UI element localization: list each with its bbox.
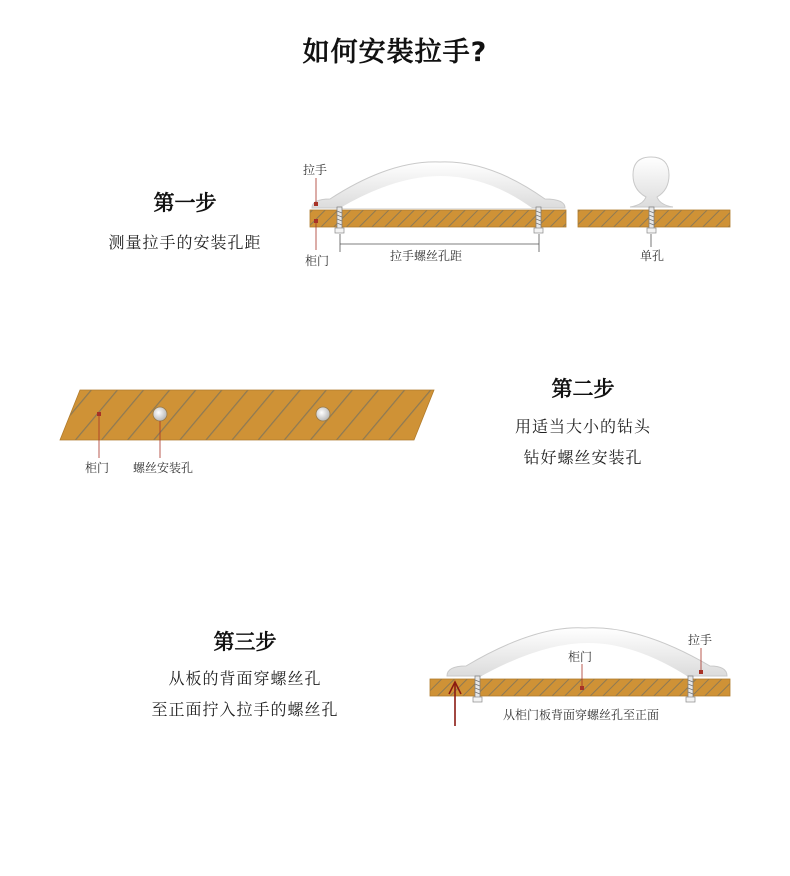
step-1-handle-diagram bbox=[310, 162, 566, 252]
step-3-desc-line-1: 从板的背面穿螺丝孔 bbox=[168, 669, 322, 688]
step-1-board bbox=[310, 210, 566, 227]
page-title: 如何安裝拉手? bbox=[302, 37, 488, 68]
step-2-board-diagram bbox=[60, 390, 434, 458]
step-2-title: 第二步 bbox=[551, 377, 615, 401]
step-1-knob-diagram bbox=[578, 157, 730, 247]
step-1-desc-line-1: 测量拉手的安装孔距 bbox=[108, 233, 262, 252]
step-2-desc-line-2: 钻好螺丝安装孔 bbox=[523, 448, 643, 467]
screw-hole-icon bbox=[153, 407, 167, 421]
step-1-title: 第一步 bbox=[153, 191, 217, 215]
door-marker bbox=[97, 412, 101, 416]
step-2-board bbox=[60, 390, 434, 440]
step-1-label-handle: 拉手 bbox=[303, 163, 328, 177]
screw-hole-icon bbox=[316, 407, 330, 421]
step-2-label-screw-hole: 螺丝安装孔 bbox=[133, 461, 194, 475]
step-3-desc-line-2: 至正面拧入拉手的螺丝孔 bbox=[151, 700, 339, 719]
step-3-caption: 从柜门板背面穿螺丝孔至正面 bbox=[503, 708, 660, 722]
step-3-title: 第三步 bbox=[213, 630, 277, 654]
step-1-label-door: 柜门 bbox=[305, 254, 330, 268]
step-1-label-hole-distance: 拉手螺丝孔距 bbox=[390, 249, 463, 263]
door-marker bbox=[314, 219, 318, 223]
step-2-desc-line-1: 用适当大小的钻头 bbox=[514, 417, 651, 436]
door-marker bbox=[580, 686, 584, 690]
handle-marker bbox=[314, 202, 318, 206]
step-3-label-handle: 拉手 bbox=[688, 633, 713, 647]
knob-shape bbox=[630, 157, 673, 207]
step-3-label-door: 柜门 bbox=[568, 650, 593, 664]
step-1-label-single-hole: 单孔 bbox=[640, 249, 665, 263]
handle-marker bbox=[699, 670, 703, 674]
step-2-label-door: 柜门 bbox=[85, 461, 110, 475]
